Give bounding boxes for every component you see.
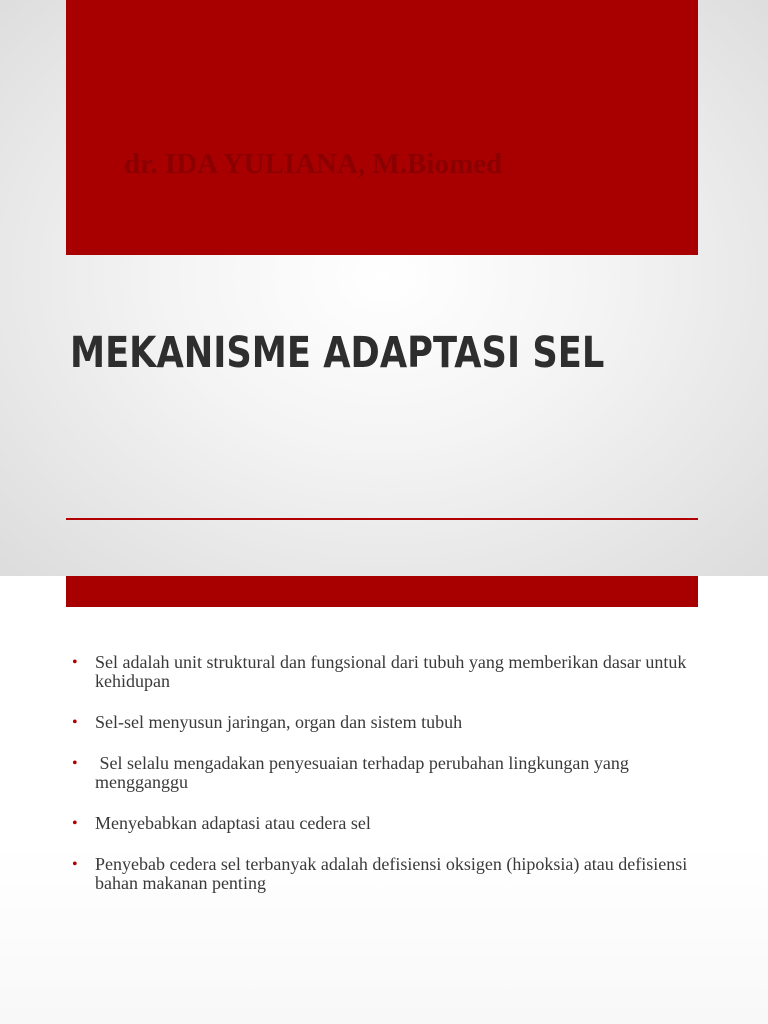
- bullet-list: [72, 653, 712, 915]
- title-divider: [66, 518, 698, 520]
- bullet-item: [72, 814, 712, 833]
- bullet-dot-icon: •: [72, 856, 78, 873]
- bullet-item: [72, 653, 712, 691]
- slide-title: MEKANISME ADAPTASI SEL: [70, 328, 605, 378]
- content-slide: [0, 576, 768, 1024]
- bullet-dot-icon: •: [72, 755, 78, 772]
- bullet-text: Penyebab cedera sel terbanyak adalah defisiensi oksigen (hipoksia) atau defisiensi bahan makanan penting: [95, 854, 688, 893]
- bullet-dot-icon: •: [72, 654, 78, 671]
- bullet-text: Menyebabkan adaptasi atau cedera sel: [95, 813, 371, 833]
- bullet-text: Sel selalu mengadakan penyesuaian terhadap perubahan lingkungan yang mengganggu: [95, 753, 634, 792]
- bullet-dot-icon: •: [72, 714, 78, 731]
- bullet-item: [72, 713, 712, 732]
- bullet-item: [72, 754, 712, 792]
- red-header-block: [66, 0, 698, 255]
- bullet-text: Sel adalah unit struktural dan fungsional dari tubuh yang memberikan dasar untuk kehidupan: [95, 652, 687, 691]
- bullet-item: [72, 855, 712, 893]
- red-header-bar: [66, 576, 698, 607]
- bullet-dot-icon: •: [72, 815, 78, 832]
- bullet-text: Sel-sel menyusun jaringan, organ dan sistem tubuh: [95, 712, 463, 732]
- presenter-name: dr. IDA YULIANA, M.Biomed: [124, 148, 503, 180]
